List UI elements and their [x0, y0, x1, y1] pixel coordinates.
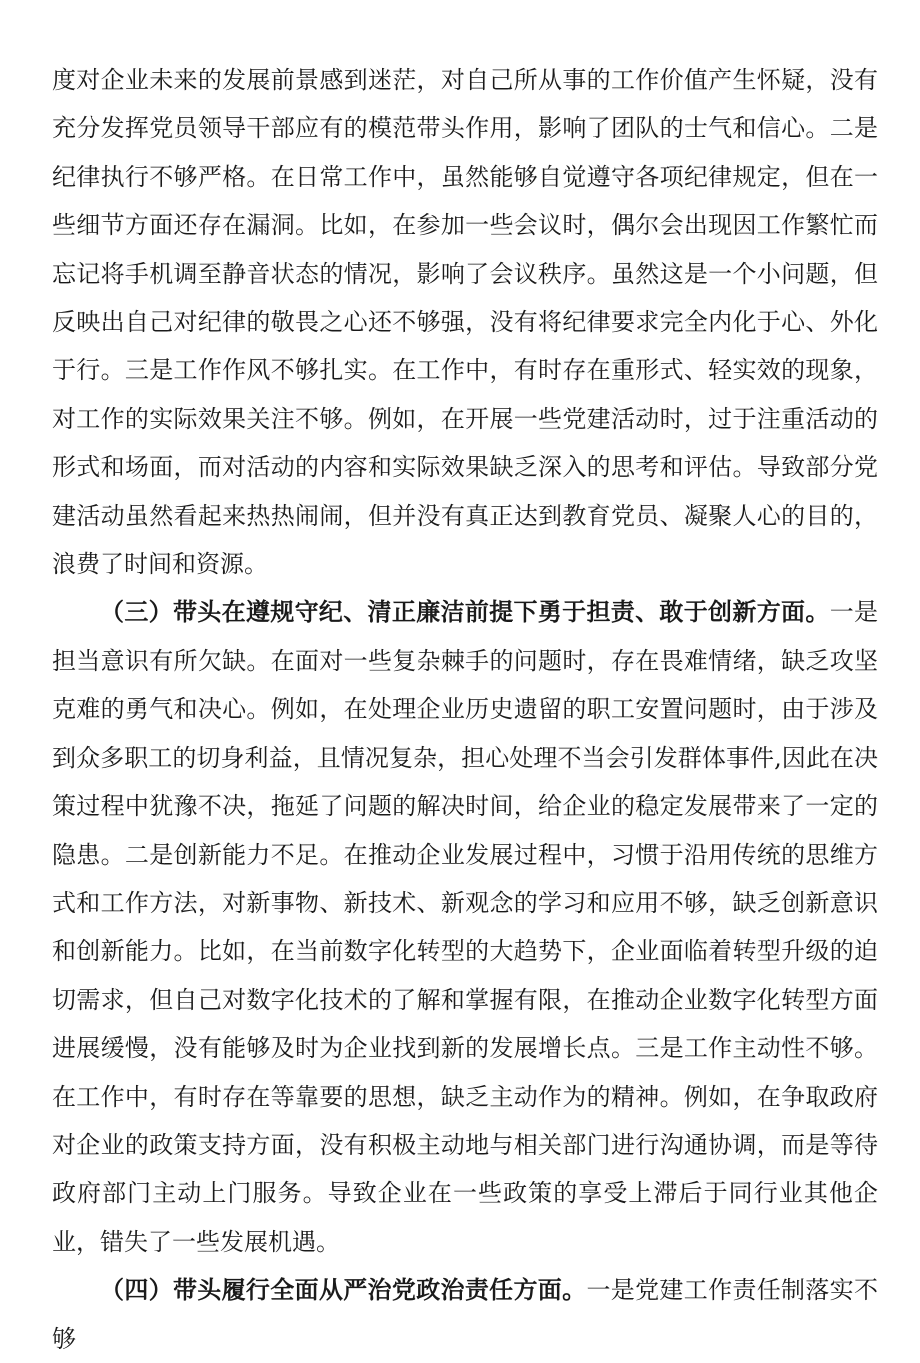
section-heading: （三）带头在遵规守纪、清正廉洁前提下勇于担责、敢于创新方面。 [100, 598, 830, 627]
paragraph-continuation [52, 56, 878, 588]
paragraph-body: 度对企业未来的发展前景感到迷茫，对自己所从事的工作价值产生怀疑，没有充分发挥党员领导干部应有的模范带头作用，影响了团队的士气和信心。二是纪律执行不够严格。在日常工作中，虽然能够自觉遵守各项纪律规定，但在一些细节方面还存在漏洞。比如，在参加一些会议时，偶尔会出现因工作繁忙而忘记将手机调至静音状态的情况，影响了会议秩序。虽然这是一个小问题，但反映出自己对纪律的敬畏之心还不够强，没有将纪律要求完全内化于心、外化于行。三是工作作风不够扎实。在工作中，有时存在重形式、轻实效的现象，对工作的实际效果关注不够。例如，在开展一些党建活动时，过于注重活动的形式和场面，而对活动的内容和实际效果缺乏深入的思考和评估。导致部分党建活动虽然看起来热热闹闹，但并没有真正达到教育党员、凝聚人心的目的，浪费了时间和资源。 [52, 66, 878, 579]
paragraph-body: 一是担当意识有所欠缺。在面对一些复杂棘手的问题时，存在畏难情绪，缺乏攻坚克难的勇气和决心。例如，在处理企业历史遗留的职工安置问题时，由于涉及到众多职工的切身利益，且情况复杂，担心处理不当会引发群体事件,因此在决策过程中犹豫不决，拖延了问题的解决时间，给企业的稳定发展带来了一定的隐患。二是创新能力不足。在推动企业发展过程中，习惯于沿用传统的思维方式和工作方法，对新事物、新技术、新观念的学习和应用不够，缺乏创新意识和创新能力。比如，在当前数字化转型的大趋势下，企业面临着转型升级的迫切需求，但自己对数字化技术的了解和掌握有限，在推动企业数字化转型方面进展缓慢，没有能够及时为企业找到新的发展增长点。三是工作主动性不够。在工作中，有时存在等靠要的思想，缺乏主动作为的精神。例如，在争取政府对企业的政策支持方面，没有积极主动地与相关部门进行沟通协调，而是等待政府部门主动上门服务。导致企业在一些政策的享受上滞后于同行业其他企业，错失了一些发展机遇。 [52, 598, 879, 1256]
paragraph-section-3 [52, 588, 878, 1266]
paragraph-body: 一是党建工作责任制落实不够 [52, 1276, 879, 1353]
section-heading: （四）带头履行全面从严治党政治责任方面。 [100, 1276, 587, 1305]
paragraph-section-4 [52, 1266, 878, 1363]
document-page [52, 56, 878, 1363]
